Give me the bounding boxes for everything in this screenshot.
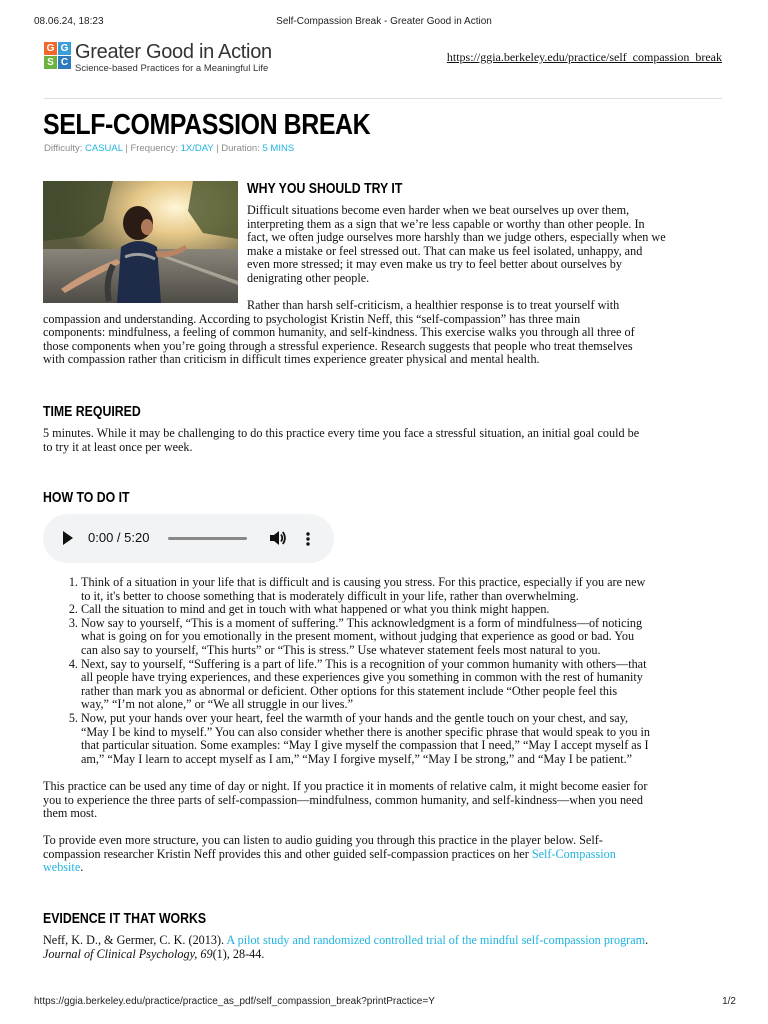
text-line: can also say to yourself, “This hurts” or “This is stress.” Use whatever statement feels most natural to you. bbox=[81, 642, 601, 657]
text-line bbox=[43, 948, 727, 962]
text-line bbox=[43, 861, 727, 875]
evidence-heading: EVIDENCE IT THAT WORKS bbox=[43, 910, 207, 927]
text-line: 5 minutes. While it may be challenging to do this practice every time you face a stressful situation, an initial goal could be bbox=[43, 426, 640, 440]
frequency-label: Frequency: bbox=[130, 143, 178, 154]
logo-letter: S bbox=[44, 56, 57, 69]
text-line: This practice can be used any time of day or night. If you practice it in moments of relative calm, it might become easier for bbox=[43, 779, 648, 793]
step-item bbox=[81, 576, 757, 603]
audio-player[interactable] bbox=[43, 514, 334, 563]
how-to-heading: HOW TO DO IT bbox=[43, 489, 130, 506]
text-line: To provide even more structure, you can listen to audio guiding you through this practice in the player below. Self- bbox=[43, 833, 603, 847]
text-line: fact, we often judge ourselves more harshly than we judge others, especially when we bbox=[247, 230, 666, 245]
logo-tagline: Science-based Practices for a Meaningful Life bbox=[75, 63, 269, 74]
difficulty-value: CASUAL bbox=[85, 143, 123, 154]
play-icon[interactable] bbox=[63, 531, 73, 545]
text-line: to try it at least once per week. bbox=[43, 439, 193, 454]
logo-letter: G bbox=[58, 42, 71, 55]
print-page-title: Self-Compassion Break - Greater Good in Action bbox=[276, 16, 492, 27]
step-item bbox=[81, 617, 757, 658]
practice-meta bbox=[44, 143, 294, 154]
text-line: denigrating other people. bbox=[247, 270, 370, 285]
meta-separator: | bbox=[125, 143, 128, 154]
text-line: components: mindfulness, a feeling of common humanity, and self-kindness. This exercise walks you through all three of bbox=[43, 325, 635, 340]
text-line bbox=[43, 848, 727, 862]
self-compassion-link[interactable]: Self-Compassion bbox=[531, 846, 616, 861]
text-line: 1. Think of a situation in your life that is difficult and is causing you stress. For this practice, especially if you are new bbox=[81, 575, 646, 589]
step-item bbox=[81, 712, 757, 766]
text-line: Difficult situations become even harder when we beat ourselves up over them, bbox=[247, 203, 630, 217]
text-line: even more stressed; it may even make us try to feel better about ourselves by bbox=[247, 257, 622, 272]
steps-list bbox=[43, 576, 757, 766]
text-line: rather than mark you as abnormal or deficient. Other options for this statement include “Other people feel this bbox=[81, 683, 618, 698]
study-link[interactable]: A pilot study and randomized controlled trial of the mindful self-compassion program bbox=[226, 933, 646, 947]
logo-letter: G bbox=[44, 42, 57, 55]
citation-issue: (1), 28-44. bbox=[212, 946, 265, 961]
hero-image bbox=[43, 181, 238, 303]
text-span: . bbox=[80, 860, 84, 875]
text-line: way,” “I’m not alone,” or “We all struggle in our lives.” bbox=[81, 697, 354, 712]
frequency-value: 1X/DAY bbox=[180, 143, 214, 154]
page-title: SELF-COMPASSION BREAK bbox=[43, 109, 371, 141]
self-compassion-link-cont[interactable]: website bbox=[43, 860, 81, 875]
text-line: Rather than harsh self-criticism, a healthier response is to treat yourself with bbox=[247, 298, 620, 312]
text-line: that particular situation. Some examples: “May I give myself the compassion that I need,” “May I accept myself as I bbox=[81, 738, 649, 753]
citation-journal: Journal of Clinical Psychology, 69 bbox=[43, 946, 213, 961]
step-item bbox=[81, 658, 757, 712]
text-line: “May I be kind to myself.” You can also consider whether there is another specific phrase that would speak to you in bbox=[81, 724, 650, 739]
duration-label: Duration: bbox=[221, 143, 260, 154]
why-paragraph-1 bbox=[247, 204, 719, 286]
more-options-icon[interactable] bbox=[305, 531, 311, 547]
print-page-number: 1/2 bbox=[722, 996, 736, 1007]
text-line: all people have trying experiences, and these experiences give you something in common with the rest of humanity bbox=[81, 670, 643, 685]
text-line: am,” “May I learn to accept myself as I am,” “May I forgive myself,” “May I be strong,” and “May I be patient.” bbox=[81, 751, 633, 766]
text-line: to it, it's better to choose something that is moderately difficult in your life, rather than overwhelming. bbox=[81, 588, 579, 603]
text-line: you to experience the three parts of self-compassion—mindfulness, common humanity, and self-kindness—when you need bbox=[43, 792, 643, 807]
site-header bbox=[44, 40, 722, 99]
logo-letter: C bbox=[58, 56, 71, 69]
text-line: 5. Now, put your hands over your heart, feel the warmth of your hands and the gentle touch on your chest, and say, bbox=[81, 710, 629, 725]
meta-separator: | bbox=[216, 143, 219, 154]
logo-title: Greater Good in Action bbox=[75, 41, 272, 63]
text-line: with compassion rather than criticism in difficult times experience greater physical and mental health. bbox=[43, 352, 540, 367]
print-footer bbox=[0, 996, 768, 1010]
citation-authors: Neff, K. D., & Germer, C. K. (2013). bbox=[43, 933, 227, 947]
why-paragraph-2 bbox=[43, 299, 723, 367]
text-line: 4. Next, say to yourself, “Suffering is a part of life.” This is a recognition of your common humanity with others—that bbox=[81, 656, 647, 671]
evidence-citation bbox=[43, 934, 727, 961]
text-line: make a mistake or feel stressed out. That can make us feel isolated, unhappy, and bbox=[247, 243, 643, 258]
print-datetime: 08.06.24, 18:23 bbox=[34, 16, 104, 27]
text-line bbox=[43, 934, 727, 948]
text-line: what is going on for you emotionally in the present moment, without judging that experience as good or bad. You bbox=[81, 629, 635, 644]
practice-url-link[interactable]: https://ggia.berkeley.edu/practice/self_compassion_break bbox=[446, 50, 722, 64]
why-heading: WHY YOU SHOULD TRY IT bbox=[247, 180, 403, 197]
volume-icon[interactable] bbox=[269, 530, 287, 546]
text-line: them most. bbox=[43, 806, 98, 821]
logo-mark-icon bbox=[44, 42, 71, 69]
print-header bbox=[0, 16, 768, 30]
audio-time: 0:00 / 5:20 bbox=[88, 530, 150, 545]
text-span: . bbox=[645, 933, 649, 947]
text-line: 3. Now say to yourself, “This is a moment of suffering.” This acknowledgment is a form of mindfulness—of noticing bbox=[81, 615, 643, 630]
site-logo[interactable] bbox=[44, 42, 272, 74]
time-required-heading: TIME REQUIRED bbox=[43, 403, 141, 420]
difficulty-label: Difficulty: bbox=[44, 143, 83, 154]
text-line: compassion and understanding. According to psychologist Kristin Neff, this “self-compassion” has three main bbox=[43, 311, 581, 326]
audio-progress-bar[interactable] bbox=[168, 537, 247, 540]
step-item bbox=[81, 603, 757, 617]
structure-paragraph bbox=[43, 834, 727, 875]
time-required-text bbox=[43, 427, 723, 454]
text-line: 2. Call the situation to mind and get in touch with what happened or what you think might happen. bbox=[81, 602, 550, 617]
print-footer-url: https://ggia.berkeley.edu/practice/practice_as_pdf/self_compassion_break?printPractice=Y bbox=[34, 996, 435, 1007]
duration-value: 5 MINS bbox=[262, 143, 295, 154]
text-line: those components when you’re going through a stressful experience. Research suggests that people who treat themselves bbox=[43, 338, 633, 353]
text-span: compassion researcher Kristin Neff provides this and other guided self-compassion practices on her bbox=[43, 846, 532, 861]
text-line: interpreting them as a sign that we’re less capable or worthy than other people. In bbox=[247, 216, 645, 231]
after-steps-paragraph bbox=[43, 780, 727, 821]
